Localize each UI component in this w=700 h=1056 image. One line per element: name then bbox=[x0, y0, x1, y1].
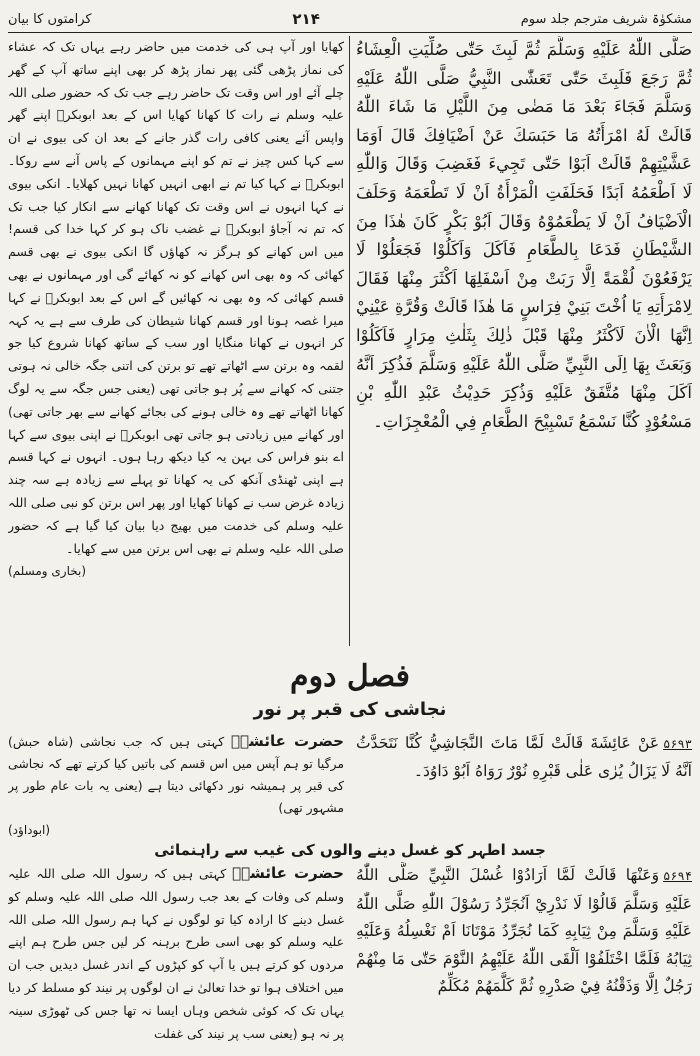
arabic-text-top bbox=[356, 36, 692, 646]
hadith-number: ۵۶۹۴ bbox=[663, 869, 692, 883]
hadith-2-reference: (ابوداؤد) bbox=[8, 823, 51, 837]
narrator-name: حضرت عائشہؓ bbox=[231, 732, 344, 750]
book-title: مشکوٰۃ شریف مترجم جلد سوم bbox=[520, 11, 692, 27]
urdu-translation-top bbox=[8, 36, 344, 636]
hadith-3-urdu-text: کہتی ہیں کہ رسول اللہ صلی اللہ علیہ وسلم کی وفات کے بعد جب رسول اللہ صلی اللہ علیہ وسلم کو غسل دینے کا ارادہ کیا تو لوگوں نے کہا ہم رسول اللہ صلی اللہ علیہ وسلم کو بھی اسی طرح برہنہ کر لیں جس طرح ہم اپنے مردوں کو کرتے ہیں یا آپ کو کپڑوں کے اندر غسل دیدیں جب ان میں اختلاف ہوا تو خدا تعالیٰ نے ان لوگوں پر نیند کو مسلط کر دیا یہاں تک کہ کوئی شخص وہاں ایسا نہ تھا جس کی ٹھوڑی سینہ پر نہ ہو (یعنی سب پر نیند کی غفلت bbox=[8, 866, 344, 1041]
hadith-2-arabic-text: عَنْ عَائِشَةَ قَالَتْ لَمَّا مَاتَ النَّجَاشِيُّ كُنَّا نَتَحَدَّثُ اَنَّهُ لَا يَزَالُ يُرٰى عَلٰى قَبْرِهِ نُوْرٌ رَوَاهُ اَبُوْ دَاوُدَ۔ bbox=[356, 734, 692, 780]
narrator-name: حضرت عائشہؓ bbox=[232, 864, 344, 882]
hadith-2-urdu bbox=[8, 730, 344, 840]
section-subtitle: نجاشی کی قبر پر نور bbox=[253, 699, 447, 720]
hadith-3-arabic bbox=[356, 862, 692, 1052]
hadith-2-urdu-text: کہتی ہیں کہ جب نجاشی (شاہ حبش) مرگیا تو ہم آپس میں اس قسم کی باتیں کیا کرتے تھے کہ نجاشی کی قبر پر ہمیشہ نور دکھائی دیتا ہے (یعنی یہ بات عام طور پر مشہور تھی) bbox=[8, 734, 344, 815]
hadith-3-urdu bbox=[8, 862, 344, 1052]
hadith-3-arabic-text: وَعَنْهَا قَالَتْ لَمَّا اَرَادُوْا غُسْلَ النَّبِيِّ صَلَّى اللّٰهُ عَلَيْهِ وَسَلَّمَ قَالُوْا لَا نَدْرِيْ اَنُجَرِّدُ رَسُوْلَ اللّٰهِ صَلَّى اللّٰهُ عَلَيْهِ وَسَلَّمَ مِنْ ثِيَابِهِ كَمَا نُجَرِّدُ مَوْتَانَا اَمْ نَغْسِلُهُ وَعَلَيْهِ ثِيَابُهُ فَلَمَّا اخْتَلَفُوْا اَلْقَى اللّٰهُ عَلَيْهِمُ النَّوْمَ حَتّٰى مَا مِنْهُمْ رَجُلٌ اِلَّا وَذَقْنُهُ فِيْ صَدْرِهِ ثُمَّ كَلَّمَهُمْ مُكَلِّمٌ bbox=[356, 866, 692, 995]
arabic-hadith-text: صَلَّى اللّٰهُ عَلَيْهِ وَسَلَّمَ ثُمَّ لَبِثَ حَتّٰى صُلِّيَتِ الْعِشَاءُ ثُمَّ رَجَعَ فَلَبِثَ حَتّٰى تَعَشّٰى النَّبِيُّ صَلَّى اللّٰهُ عَلَيْهِ وَسَلَّمَ فَجَاءَ بَعْدَ مَا مَضٰى مِنَ اللَّيْلِ مَا شَاءَ اللّٰهُ قَالَتْ لَهُ امْرَأَتُهُ مَا حَبَسَكَ عَنْ اَضْيَافِكَ قَالَ اَوَمَا عَشَّيْتِهِمْ قَالَتْ اَبَوْا حَتّٰى تَجِيءَ فَغَضِبَ وَقَالَ وَاللّٰهِ لَا اَطْعَمُهُ اَبَدًا فَحَلَفَتِ الْمَرْأَةُ اَنْ لَا تَطْعَمَهُ وَحَلَفَ الْاَضْيَافُ اَنْ لَا يَطْعَمُوْهُ وَقَالَ اَبُوْ بَكْرٍ كَانَ هٰذَا مِنَ الشَّيْطَانِ فَدَعَا بِالطَّعَامِ فَاَكَلَ وَاَكَلُوْا فَجَعَلُوْا لَا يَرْفَعُوْنَ لُقْمَةً اِلَّا رَبَتْ مِنْ اَسْفَلِهَا اَكْثَرَ مِنْهَا فَقَالَ لِامْرَأَتِهِ يَا اُخْتَ بَنِيْ فِرَاسٍ مَا هٰذَا قَالَتْ وَقُرَّةِ عَيْنِيْ اِنَّهَا الْاٰنَ لَاَكْثَرُ مِنْهَا قَبْلَ ذٰلِكَ بِثَلٰثِ مِرَارٍ فَاَكَلُوْا وَبَعَثَ بِهَا اِلَى النَّبِيِّ صَلَّى اللّٰهُ عَلَيْهِ وَسَلَّمَ فَذُكِرَ اَنَّهُ اَكَلَ مِنْهَا مُتَّفَقٌ عَلَيْهِ وَذُكِرَ حَدِيْثُ عَبْدِ اللّٰهِ بْنِ مَسْعُوْدٍ كُنَّا نَسْمَعُ تَسْبِيْحَ الطَّعَامِ فِي الْمُعْجِزَاتِ۔ bbox=[356, 40, 692, 431]
hadith-number: ۵۶۹۳ bbox=[663, 737, 692, 751]
section-title: فصل دوم bbox=[290, 659, 410, 694]
urdu-translation-text: کھایا اور آپ ہی کی خدمت میں حاضر رہے یہاں تک کہ عشاء کی نماز پڑھی گئی پھر نماز پڑھ کر بھی اپنے ساتھ آپ کے گھر چلے آئے اور اس وقت تک حاضر رہے جب تک کہ حضور صلی اللہ علیہ وسلم نے رات کا کھانا کھایا اس کے بعد ابوبکرؓ اپنے گھر واپس آئے یعنی کافی رات گذر جانے کے بعد ان کی بیوی نے ان سے کہا کس چیز نے تم کو اپنے مہمانوں کے پاس آنے سے روکا۔ ابوبکرؓ نے کہا کیا تم نے ابھی انہیں کھانا نہیں کھلایا۔ انکی بیوی نے کہا انہوں نے اس وقت تک کھانا کھانے سے انکار کیا جب تک کہ تم نہ آجاؤ ابوبکرؓ نے غضب ناک ہو کر کہا خدا کی قسم! میں اس کھانے کو ہرگز نہ کھاؤں گا انکی بیوی نے بھی قسم کھائی کہ وہ بھی اس کھانے کو نہ کھائے گی اور مہمانوں نے بھی قسم کھائی کہ وہ بھی نہ کھائیں گے اس کے بعد ابوبکرؓ نے کہا میرا غصہ ہونا اور قسم کھانا شیطان کی طرف سے ہے یہ کہہ کر انہوں نے کھانا منگایا اور سب کے ساتھ کھانا شروع کیا جو لقمہ وہ برتن سے اٹھاتے تھے تو برتن کی اتنی جگہ خالی نہ ہوتی جتنی کہ کھانے سے پُر ہو جاتی تھی (یعنی جس جگہ سے یہ لوگ کھانا اٹھاتے تھے وہ خالی ہونے کی بجائے کھانے سے بھر جاتی تھی) اور کھانے میں زیادتی ہو جاتی تھی ابوبکرؓ نے اپنی بیوی سے کہا اے بنو فراس کی بہن یہ کیا دیکھ رہا ہوں۔ انہوں نے کہا قسم ہے اپنی ٹھنڈی آنکھ کی یہ کھانا تو پہلے سے زیادہ ہے سہ چند زیادہ غرض سب نے کھانا کھایا اور پھر اس برتن کو نبی صلی اللہ علیہ وسلم کی خدمت میں بھیج دیا بیان کیا گیا ہے کہ حضور صلی اللہ علیہ وسلم نے بھی اس برتن میں سے کھایا۔ bbox=[8, 39, 344, 556]
urdu-reference: (بخاری ومسلم) bbox=[8, 564, 86, 579]
chapter-title: کرامتوں کا بیان bbox=[8, 11, 92, 27]
page-header bbox=[8, 6, 692, 33]
hadith-2-arabic bbox=[356, 730, 692, 820]
column-divider bbox=[349, 36, 350, 646]
page-number: ۲۱۴ bbox=[292, 10, 320, 28]
subheading-ghusl: جسد اطہر کو غسل دینے والوں کی غیب سے راہنمائی bbox=[154, 841, 546, 859]
